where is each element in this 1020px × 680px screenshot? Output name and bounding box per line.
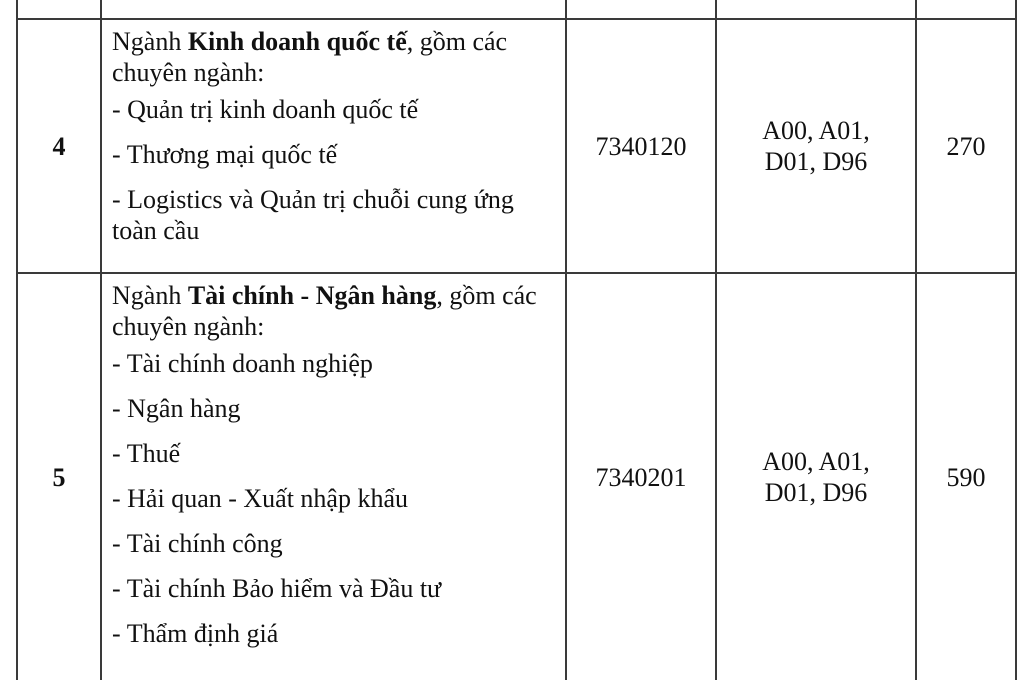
subject-combinations	[716, 273, 916, 680]
combination-line: A00, A01,	[762, 447, 870, 476]
row-number: 4	[17, 19, 101, 273]
intro-suffix: , gồm các chuyên ngành:	[112, 281, 537, 341]
major-intro	[112, 26, 557, 88]
major-intro	[112, 280, 557, 342]
specialization-list	[112, 94, 557, 246]
majors-table	[16, 0, 1017, 680]
intro-prefix: Ngành	[112, 281, 188, 310]
specialization-item: - Thẩm định giá	[112, 619, 279, 648]
major-name: Tài chính - Ngân hàng	[187, 281, 437, 310]
previous-row-fragment	[17, 0, 1016, 19]
major-cell	[101, 273, 566, 680]
quota: 270	[916, 19, 1016, 273]
specialization-item: - Tài chính Bảo hiểm và Đầu tư	[112, 574, 442, 603]
combination-line: A00, A01,	[762, 116, 870, 145]
specialization-item: - Tài chính công	[112, 529, 283, 558]
subject-combinations	[716, 19, 916, 273]
specialization-item: - Quản trị kinh doanh quốc tế	[112, 95, 419, 124]
combination-line: D01, D96	[764, 147, 868, 176]
specialization-item: - Ngân hàng	[112, 394, 241, 423]
specialization-item: - Hải quan - Xuất nhập khẩu	[112, 484, 409, 513]
combination-line: D01, D96	[764, 478, 868, 507]
intro-prefix: Ngành	[112, 27, 188, 56]
specialization-item: - Thuế	[112, 439, 181, 468]
specialization-list	[112, 348, 557, 649]
specialization-item: - Logistics và Quản trị chuỗi cung ứng toàn cầu	[112, 185, 514, 245]
specialization-item: - Tài chính doanh nghiệp	[112, 349, 373, 378]
row-number: 5	[17, 273, 101, 680]
table-row	[17, 19, 1016, 273]
specialization-item: - Thương mại quốc tế	[112, 140, 338, 169]
major-code: 7340201	[566, 273, 716, 680]
major-code: 7340120	[566, 19, 716, 273]
major-name: Kinh doanh quốc tế	[187, 27, 407, 56]
quota: 590	[916, 273, 1016, 680]
table-row	[17, 273, 1016, 680]
intro-suffix: , gồm các chuyên ngành:	[112, 27, 508, 87]
major-cell	[101, 19, 566, 273]
